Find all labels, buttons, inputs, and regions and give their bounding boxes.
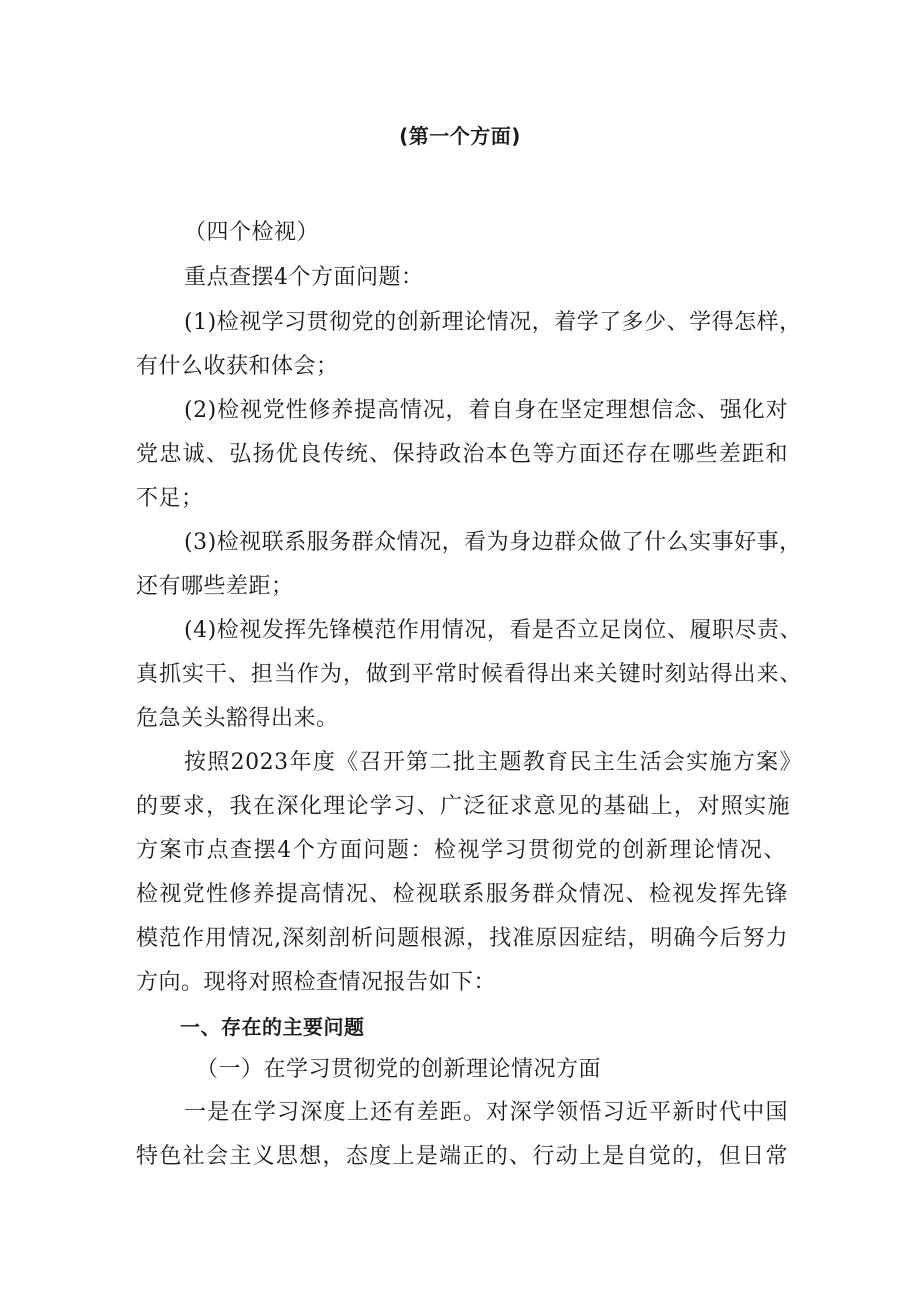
paragraph-line: 方案市点查摆4个方面问题：检视学习贯彻党的创新理论情况、 bbox=[136, 838, 786, 863]
paragraph-line: 真抓实干、担当作为，做到平常时候看得出来关键时刻站得出来、 bbox=[136, 662, 802, 687]
paragraph-line: 的要求，我在深化理论学习、广泛征求意见的基础上，对照实施 bbox=[136, 794, 790, 819]
paragraph-line: 危急关头豁得出来。 bbox=[136, 706, 339, 731]
paragraph-line: 按照2023年度《召开第二批主题教育民主生活会实施方案》 bbox=[184, 750, 802, 775]
paragraph-line: (4)检视发挥先锋模范作用情况，看是否立足岗位、履职尽责、 bbox=[184, 618, 802, 643]
paragraph-line: (3)检视联系服务群众情况，看为身边群众做了什么实事好事， bbox=[184, 530, 802, 555]
paragraph-line: 有什么收获和体会； bbox=[136, 354, 339, 379]
subsection-heading: （一）在学习贯彻党的创新理论情况方面 bbox=[196, 1057, 602, 1082]
paragraph-line: 还有哪些差距； bbox=[136, 574, 294, 599]
document-title: (第一个方面) bbox=[399, 124, 521, 148]
paragraph-line: 不足； bbox=[136, 486, 204, 511]
paragraph-line: 特色社会主义思想，态度上是端正的、行动上是自觉的，但日常 bbox=[136, 1144, 788, 1169]
paragraph-line: 重点查摆4个方面问题： bbox=[184, 265, 424, 290]
paragraph-line: 党忠诚、弘扬优良传统、保持政治本色等方面还存在哪些差距和 bbox=[136, 442, 788, 467]
paragraph-line: 检视党性修养提高情况、检视联系服务群众情况、检视发挥先锋 bbox=[136, 882, 788, 907]
paragraph-line: 模范作用情况,深刻剖析问题根源，找准原因症结，明确今后努力 bbox=[136, 926, 788, 951]
paragraph-line: （四个检视） bbox=[184, 220, 320, 245]
paragraph-line: 一是在学习深度上还有差距。对深学领悟习近平新时代中国 bbox=[184, 1100, 788, 1125]
paragraph-line: (2)检视党性修养提高情况，着自身在坚定理想信念、强化对 bbox=[184, 398, 788, 423]
paragraph-line: (1)检视学习贯彻党的创新理论情况，着学了多少、学得怎样， bbox=[184, 310, 802, 335]
paragraph-line: 方向。现将对照检查情况报告如下： bbox=[136, 970, 497, 995]
section-heading: 一、存在的主要问题 bbox=[180, 1015, 365, 1039]
